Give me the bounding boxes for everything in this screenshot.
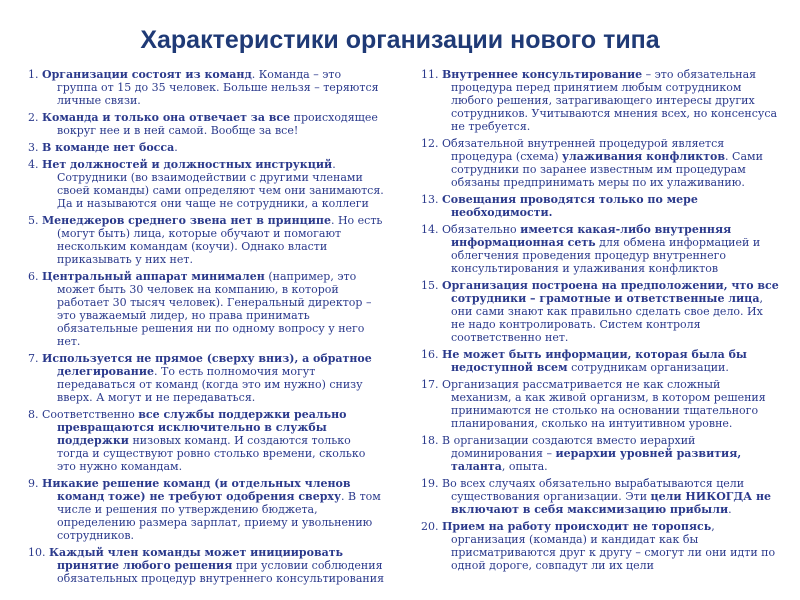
item-text: , опыта. (501, 460, 548, 473)
item-text-bold: Совещания проводятся только по мере необходимости. (442, 193, 698, 219)
item-number: 2. (28, 111, 39, 124)
item-text: Обязательной внутренней процедурой является процедура (схема) (442, 137, 725, 163)
item-number: 17. (421, 378, 439, 391)
item-text-bold: Никакие решение команд (и отдельных членов команд тоже) не требуют одобрения сверху (42, 477, 351, 503)
item-text: Организация рассматривается не как сложный механизм, а как живой организм, в котором решения принимаются не столько на основании тщательного планирования, сколько на интуитивном уровне. (442, 378, 766, 430)
item-text: . Сотрудники (во взаимодействии с другими членами своей команды) сами определяют чем они занимаются. Да и называются они чаще не сотрудники, а коллеги (57, 158, 384, 210)
item-number: 19. (421, 477, 439, 490)
item-text-bold: Нет должностей и должностных инструкций (42, 158, 333, 171)
list-item (421, 279, 779, 344)
list-item (28, 68, 385, 107)
item-text-bold: Используется не прямое (сверху вниз), а обратное делегирование (42, 352, 372, 378)
item-number: 10. (28, 546, 46, 559)
item-text: (например, это может быть 30 человек на компанию, в которой работает 30 тысяч человек). Генеральный директор – это уважаемый лидер, но права принимать обязательные решения ни по одному вопросу у него нет. (57, 270, 372, 348)
item-text-bold: Организации состоят из команд (42, 68, 252, 81)
item-text: . То есть полномочия могут передаваться от команд (когда это им нужно) снизу вверх. А могут и не передаваться. (57, 365, 363, 404)
item-text: , организация (команда) и кандидат как бы присматриваются друг к другу – смогут ли они идти по одной дороге, совпадут ли их цели (451, 520, 776, 572)
item-number: 1. (28, 68, 39, 81)
item-text: происходящее вокруг нее и в ней самой. Вообще за все! (57, 111, 378, 137)
list-item (28, 408, 385, 473)
list-item (28, 546, 385, 585)
item-text-bold: Каждый член команды может инициировать принятие любого решения (49, 546, 344, 572)
item-number: 7. (28, 352, 39, 365)
list-item (421, 348, 779, 374)
slide-title: Характеристики организации нового типа (140, 26, 660, 54)
item-text: Во всех случаях обязательно вырабатываются цели существования организации. Эти (442, 477, 745, 503)
list-item (421, 223, 779, 275)
list-item (28, 270, 385, 348)
item-text: , они сами знают как правильно сделать свое дело. Их не надо контролировать. Систем контроля соответственно нет. (451, 292, 763, 344)
item-number: 8. (28, 408, 39, 421)
item-text: для обмена информацией и облегчения проведения процедур внутреннего консультирования и улаживания конфликтов (451, 236, 761, 275)
item-text-bold: Прием на работу происходит не торопясь (442, 520, 712, 533)
left-column (28, 68, 385, 589)
item-text: . (728, 503, 732, 516)
item-number: 18. (421, 434, 439, 447)
list-item (421, 193, 779, 219)
item-text-bold: Центральный аппарат минимален (42, 270, 265, 283)
item-text: Соответственно (42, 408, 139, 421)
list-item (28, 111, 385, 137)
item-number: 6. (28, 270, 39, 283)
list-item (421, 477, 779, 516)
item-number: 9. (28, 477, 39, 490)
item-text-bold: иерархии уровней развития, таланта (451, 447, 742, 473)
item-text-bold: все службы поддержки реально превращаются исключительно в службы поддержки (57, 408, 347, 447)
item-text: . Но есть (могут быть) лица, которые обучают и помогают нескольким командам (коучи). Однако власти приказывать у них нет. (57, 214, 383, 266)
list-item (28, 158, 385, 210)
item-text: . В том числе и решения по утверждению бюджета, определению размера зарплат, приему и увольнению сотрудников. (57, 490, 381, 542)
item-number: 16. (421, 348, 439, 361)
item-text-bold: Организация построена на предположении, что все сотрудники – грамотные и ответственные лица (442, 279, 779, 305)
item-text: . Команда – это группа от 15 до 35 человек. Больше нельзя – теряются личные связи. (57, 68, 379, 107)
item-text-bold: Не может быть информации, которая была бы недоступной всем (442, 348, 747, 374)
item-number: 4. (28, 158, 39, 171)
item-text-bold: Внутреннее консультирование (442, 68, 643, 81)
item-text: при условии соблюдения обязательных процедур внутреннего консультирования (57, 559, 385, 585)
item-number: 12. (421, 137, 439, 150)
item-number: 14. (421, 223, 439, 236)
item-number: 13. (421, 193, 439, 206)
list-item (28, 141, 385, 154)
item-text-bold: В команде нет босса (42, 141, 175, 154)
list-item (421, 434, 779, 473)
item-text: сотрудникам организации. (567, 361, 729, 374)
right-column (421, 68, 779, 576)
list-item (421, 68, 779, 133)
item-text: . Сами сотрудники по заранее известным им процедурам обязаны предпринимать меры по их улаживанию. (451, 150, 763, 189)
item-number: 20. (421, 520, 439, 533)
item-text-bold: улаживания конфликтов (562, 150, 726, 163)
list-item (28, 352, 385, 404)
item-text-bold: цели НИКОГДА не включают в себя максимизацию прибыли (451, 490, 772, 516)
list-item (28, 477, 385, 542)
item-number: 5. (28, 214, 39, 227)
item-text: – это обязательная процедура перед принятием любым сотрудником любого решения, затрагивающего интересы других сотрудников. Учитываются мнения всех, но консенсуса не требуется. (451, 68, 778, 133)
item-text-bold: имеется какая-либо внутренняя информационная сеть (451, 223, 732, 249)
list-item (28, 214, 385, 266)
item-text: В организации создаются вместо иерархий доминирования – (442, 434, 696, 460)
item-text: Обязательно (442, 223, 521, 236)
item-text: . (174, 141, 178, 154)
item-text: низовых команд. И создаются только тогда и существуют ровно столько времени, сколько это нужно командам. (57, 434, 366, 473)
list-item (421, 378, 779, 430)
item-number: 11. (421, 68, 439, 81)
item-text-bold: Менеджеров среднего звена нет в принципе (42, 214, 331, 227)
item-text-bold: Команда и только она отвечает за все (42, 111, 291, 124)
item-number: 3. (28, 141, 39, 154)
item-number: 15. (421, 279, 439, 292)
list-item (421, 137, 779, 189)
list-item (421, 520, 779, 572)
